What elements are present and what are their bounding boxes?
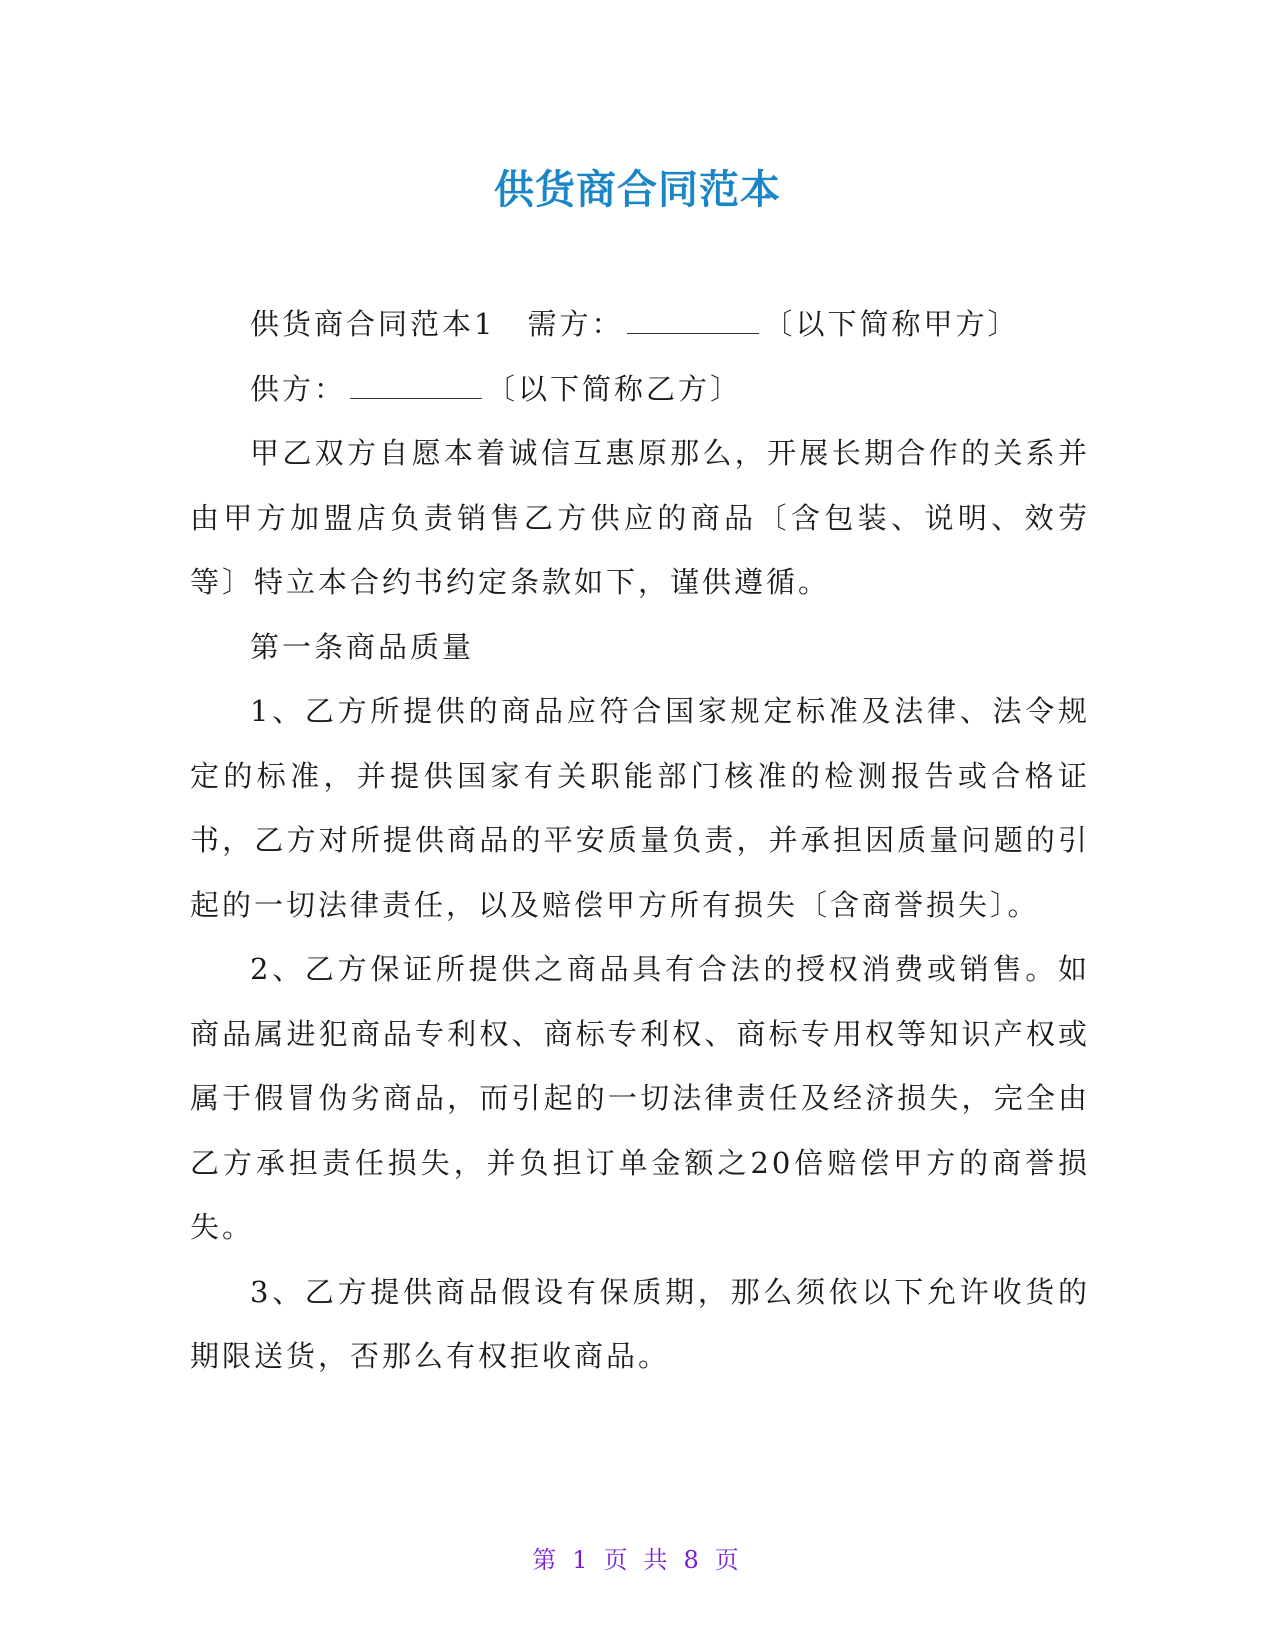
footer-word-di: 第 bbox=[532, 1546, 561, 1574]
document-title: 供货商合同范本 bbox=[494, 167, 781, 213]
article-heading: 第一条商品质量 bbox=[250, 629, 475, 664]
footer-word-ye: 页 bbox=[603, 1546, 632, 1574]
supplier-note: 〔以下简称乙方〕 bbox=[486, 371, 743, 406]
supplier-blank bbox=[350, 380, 482, 399]
demander-note: 〔以下简称甲方〕 bbox=[763, 307, 1020, 341]
footer-word-gong: 共 bbox=[643, 1546, 672, 1574]
demander-blank bbox=[627, 315, 759, 334]
clause-2: 2、乙方保证所提供之商品具有合法的授权消费或销售。如商品属进犯商品专利权、商标专利权、商标专用权等知识产权或属于假冒伪劣商品，而引起的一切法律责任及经济损失，完全由乙方承担责任损失，并负担订单金额之20倍赔偿甲方的商誉损失。 bbox=[190, 952, 1090, 1244]
supplier-label: 供方： bbox=[250, 371, 347, 406]
clause-1: 1、乙方所提供的商品应符合国家规定标准及法律、法令规定的标准，并提供国家有关职能部门核准的检测报告或合格证书，乙方对所提供商品的平安质量负责，并承担因质量问题的引起的一切法律责任，以及赔偿甲方所有损失〔含商誉损失〕。 bbox=[190, 694, 1090, 922]
demander-label: 供货商合同范本1 需方： bbox=[250, 307, 624, 341]
paragraph-supplier bbox=[190, 357, 1090, 422]
page-number: 1 bbox=[572, 1546, 592, 1574]
page-total: 8 bbox=[683, 1546, 703, 1574]
paragraph-intro: 甲乙双方自愿本着诚信互惠原那么，开展长期合作的关系并由甲方加盟店负责销售乙方供应的商品〔含包装、说明、效劳等〕特立本合约书约定条款如下，谨供遵循。 bbox=[190, 436, 1090, 599]
paragraph-demander bbox=[190, 292, 1090, 357]
document-body bbox=[190, 292, 1090, 1389]
clause-3: 3、乙方提供商品假设有保质期，那么须依以下允许收货的期限送货，否那么有权拒收商品。 bbox=[190, 1274, 1090, 1373]
page-footer bbox=[0, 1540, 1275, 1575]
footer-word-ye2: 页 bbox=[714, 1546, 743, 1574]
